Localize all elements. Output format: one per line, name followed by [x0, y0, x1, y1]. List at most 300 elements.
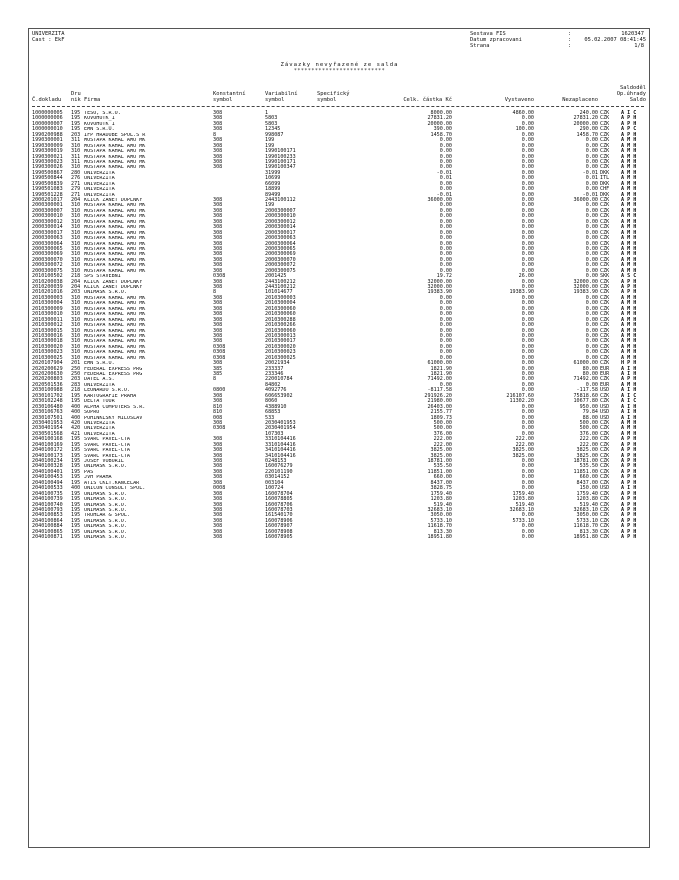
cell-druh: 271 — [71, 191, 81, 198]
cell-doklad: 2040100735 — [32, 490, 63, 497]
cell-druh: 204 — [71, 284, 81, 290]
cell-nezaplaceno: 32683.10 — [573, 506, 598, 513]
cell-doklad: 2010100502 — [32, 273, 63, 280]
cell-vystaveno: 0.00 — [521, 262, 534, 269]
cell-druh: 400 — [71, 403, 81, 410]
cell-firma: MOSTAPA KAHAL AMU MK — [84, 257, 146, 263]
cell-firma: EMN S.R.O. — [84, 361, 115, 367]
cell-var-symbol: 606653902 — [265, 392, 293, 399]
cell-celkem: 20000.00 — [427, 120, 452, 127]
cell-var-symbol: 2000300075 — [265, 267, 296, 274]
cell-doklad: 2010300025 — [32, 354, 63, 361]
cell-mena: DKK — [600, 169, 610, 176]
cell-vystaveno: 0.00 — [521, 278, 534, 285]
cell-saldo-flags: A P H — [621, 463, 637, 470]
cell-doklad: 2040100864 — [32, 517, 63, 524]
cell-druh: 310 — [71, 202, 81, 209]
cell-vystaveno: 0.00 — [521, 131, 534, 138]
cell-saldo-flags: A M H — [621, 158, 637, 165]
cell-konst-symbol: 308 — [213, 316, 223, 323]
cell-nezaplaceno: 0.00 — [585, 202, 598, 209]
cell-doklad: 2030100988 — [32, 387, 63, 394]
cell-doklad: 2040100328 — [32, 463, 63, 470]
cell-doklad: 1000000005 — [32, 110, 63, 116]
cell-nezaplaceno: 0.00 — [585, 327, 598, 334]
cell-saldo-flags: A M H — [621, 419, 637, 426]
cell-druh: 311 — [71, 137, 81, 144]
cell-mena: CZK — [600, 463, 610, 470]
cell-druh: 195 — [71, 534, 81, 541]
cell-druh: 421 — [71, 430, 81, 437]
cell-var-symbol: 4388910 — [265, 403, 287, 410]
cell-nezaplaceno: 0.00 — [585, 294, 598, 301]
cell-var-symbol: 2000300064 — [265, 240, 296, 247]
cell-firma: LEONARDO S.R.O. — [84, 388, 131, 394]
cell-vystaveno: 0.00 — [521, 463, 534, 470]
cell-nezaplaceno: 75818.60 — [573, 392, 598, 399]
cell-mena: USD — [600, 409, 610, 416]
cell-firma: UNIVERZITA — [84, 170, 115, 176]
cell-nezaplaceno: 950.00 — [579, 403, 598, 410]
cell-firma: UNIVERZITA — [84, 382, 115, 388]
cell-nezaplaceno: 0.00 — [585, 381, 598, 388]
cell-konst-symbol: 308 — [213, 419, 223, 426]
cell-saldo-flags: A I H — [621, 414, 637, 421]
cell-druh: 310 — [71, 343, 81, 350]
cell-var-symbol: 2010300060 — [265, 311, 296, 318]
cell-var-symbol: 003104 — [265, 479, 284, 486]
cell-doklad: 1990500867 — [32, 169, 63, 176]
cell-firma: JOSEF VOBORIL — [84, 459, 124, 464]
cell-doklad: 2000300072 — [32, 262, 63, 269]
cell-celkem: 0.00 — [439, 218, 452, 225]
cell-vystaveno: 0.00 — [521, 332, 534, 339]
cell-vystaveno: 0.00 — [521, 186, 534, 193]
cell-druh: 250 — [71, 371, 81, 377]
cell-konst-symbol: 308 — [213, 267, 223, 274]
cell-mena: CZK — [600, 148, 610, 155]
cell-doklad: 2040100453 — [32, 474, 63, 481]
cell-doklad: 2040100234 — [32, 458, 63, 464]
cell-nezaplaceno: 79.84 — [582, 409, 598, 416]
cell-firma: TRUHLAR & SPOL. — [84, 513, 131, 519]
cell-firma: SVARC PAVEL-CTA — [84, 453, 131, 459]
cell-celkem: 0.00 — [439, 235, 452, 242]
cell-vystaveno: 0.00 — [521, 229, 534, 236]
cell-celkem: 0.01 — [439, 175, 452, 182]
datum-label: Datum zpracovani — [470, 37, 522, 43]
cell-vystaveno: 0.00 — [521, 468, 534, 475]
cell-druh: 283 — [71, 381, 81, 388]
cell-konst-symbol: 0308 — [213, 354, 226, 361]
cell-celkem: 0.00 — [439, 224, 452, 231]
cell-konst-symbol: 308 — [213, 229, 223, 236]
cell-saldo-flags: A S C — [621, 273, 637, 280]
cell-firma: UNIVERZITA — [84, 181, 115, 187]
cell-vystaveno: 0.00 — [521, 148, 534, 155]
cell-druh: 250 — [71, 365, 81, 372]
cell-celkem: 0.00 — [439, 338, 452, 345]
cell-druh: 310 — [71, 224, 81, 231]
cell-doklad: 2020200629 — [32, 365, 63, 372]
cell-konst-symbol: 308 — [213, 110, 223, 116]
cell-celkem: 21980.00 — [427, 398, 452, 405]
strana-value: 1/8 — [634, 43, 644, 49]
cell-vystaveno: 0.00 — [521, 322, 534, 329]
cell-vystaveno: 0.00 — [521, 474, 534, 481]
cell-saldo-flags: A M H — [621, 164, 637, 171]
cell-nezaplaceno: 535.50 — [579, 463, 598, 470]
cell-var-symbol: 68853 — [265, 409, 281, 416]
cell-konst-symbol: 308 — [213, 496, 223, 503]
cell-konst-symbol: 0308 — [213, 343, 226, 350]
cell-var-symbol: 199 — [265, 202, 275, 209]
cell-konst-symbol: 810 — [213, 403, 223, 410]
cell-nezaplaceno: 18781.00 — [573, 458, 598, 464]
cell-vystaveno: 0.00 — [521, 256, 534, 263]
cell-saldo-flags: A M H — [621, 430, 637, 437]
cell-druh: 195 — [71, 474, 81, 481]
cell-vystaveno: 0.00 — [521, 240, 534, 247]
cell-druh: 195 — [71, 115, 81, 122]
cell-celkem: 19.72 — [436, 273, 452, 280]
cell-mena: CZK — [600, 398, 610, 405]
cell-firma: DATEL A.S. — [84, 377, 115, 383]
cell-mena: CZK — [600, 474, 610, 481]
cell-druh: 400 — [71, 414, 81, 421]
cell-doklad: 2030501568 — [32, 430, 63, 437]
cell-konst-symbol: 308 — [213, 213, 223, 220]
cell-konst-symbol: 8 — [213, 289, 217, 296]
cell-var-symbol: 31999 — [265, 169, 281, 176]
cell-vystaveno: 4860.00 — [512, 110, 534, 116]
cell-saldo-flags: A M H — [621, 349, 637, 356]
cell-nezaplaceno: 32000.00 — [573, 284, 598, 290]
cell-vystaveno: 0.00 — [521, 207, 534, 214]
cell-firma: MOSTAPA KAHAL AMU MK — [84, 154, 146, 160]
cell-saldo-flags: A M H — [621, 235, 637, 242]
cell-konst-symbol: 308 — [213, 311, 223, 318]
cell-konst-symbol: 308 — [213, 126, 223, 133]
cell-vystaveno: 3825.00 — [512, 447, 534, 454]
cell-celkem: 0.00 — [439, 322, 452, 329]
cell-druh: 310 — [71, 327, 81, 334]
cell-doklad: 1990300009 — [32, 142, 63, 149]
cell-doklad: 2040100793 — [32, 506, 63, 513]
cell-var-symbol: 2030401954 — [265, 425, 296, 432]
cell-konst-symbol: 810 — [213, 409, 223, 416]
cell-mena: CZK — [600, 153, 610, 160]
cell-celkem: 0.00 — [439, 300, 452, 307]
cell-var-symbol: 2010300003 — [265, 294, 296, 301]
cell-doklad: 2040100172 — [32, 447, 63, 454]
cell-saldo-flags: A M H — [621, 142, 637, 149]
cell-konst-symbol: 385 — [213, 365, 223, 372]
cell-druh: 195 — [71, 126, 81, 133]
cell-var-symbol: 2000300072 — [265, 262, 296, 269]
cell-vystaveno: 519.40 — [515, 501, 534, 508]
cell-druh: 310 — [71, 207, 81, 214]
cell-mena: CZK — [600, 349, 610, 356]
cell-firma: DELTA TOUR — [84, 399, 115, 405]
cell-firma: UNIMASK S.R.O. — [84, 524, 127, 530]
cell-var-symbol: 2010300060 — [265, 327, 296, 334]
cell-var-symbol: 12345 — [265, 126, 281, 133]
cell-konst-symbol: 308 — [213, 158, 223, 165]
cell-doklad: 1990501083 — [32, 186, 63, 193]
cell-firma: MOSTAPA KAHAL AMU MK — [84, 149, 146, 155]
cell-nezaplaceno: 18951.80 — [573, 534, 598, 541]
cell-konst-symbol: 308 — [213, 490, 223, 497]
cell-var-symbol: 10699 — [265, 175, 281, 182]
cell-celkem: 0.00 — [439, 316, 452, 323]
cell-druh: 310 — [71, 267, 81, 274]
cell-druh: 203 — [71, 131, 81, 138]
cell-var-symbol: 2001425 — [265, 273, 287, 280]
cell-celkem: 0.00 — [439, 213, 452, 220]
cell-var-symbol: 2010300025 — [265, 354, 296, 361]
cell-druh: 310 — [71, 256, 81, 263]
cell-nezaplaceno: 1759.40 — [576, 490, 598, 497]
cell-konst-symbol: 308 — [213, 218, 223, 225]
cell-druh: 310 — [71, 235, 81, 242]
cell-vystaveno: 0.00 — [521, 294, 534, 301]
cell-nezaplaceno: 0.00 — [585, 229, 598, 236]
cell-nezaplaceno: 0.00 — [585, 267, 598, 274]
cell-firma: MOSTAPA KAHAL AMU MK — [84, 214, 146, 220]
cell-doklad: 2010201016 — [32, 289, 63, 296]
cell-nezaplaceno: 71492.00 — [573, 376, 598, 383]
cell-doklad: 2000300064 — [32, 240, 63, 247]
cell-druh: 310 — [71, 213, 81, 220]
cell-var-symbol: 101014677 — [265, 289, 293, 296]
cell-celkem: 0.00 — [439, 229, 452, 236]
cell-druh: 195 — [71, 441, 81, 448]
cell-mena: CZK — [600, 430, 610, 437]
cell-celkem: 3828.75 — [430, 485, 452, 492]
cell-doklad: 2010300011 — [32, 316, 63, 323]
cell-konst-symbol: 0308 — [213, 425, 226, 432]
col-firma: Firma — [84, 97, 101, 103]
cell-celkem: 11851.00 — [427, 468, 452, 475]
cell-druh: 201 — [71, 360, 81, 367]
cell-vystaveno: 0.00 — [521, 300, 534, 307]
cell-nezaplaceno: 1458.70 — [576, 131, 598, 138]
cell-saldo-flags: A P H — [621, 501, 637, 508]
cell-saldo-flags: A P H — [621, 534, 637, 541]
cell-doklad: 2000300063 — [32, 235, 63, 242]
cell-doklad: 2000300010 — [32, 213, 63, 220]
cell-doklad: 2030107501 — [32, 414, 63, 421]
cell-vystaveno: 0.00 — [521, 409, 534, 416]
cell-konst-symbol: 308 — [213, 322, 223, 329]
cell-mena: CZK — [600, 137, 610, 144]
cell-mena: CZK — [600, 458, 610, 464]
cell-vystaveno: 0.00 — [521, 430, 534, 437]
cell-doklad: 2010200039 — [32, 284, 63, 290]
cell-celkem: 222.00 — [433, 436, 452, 443]
cell-vystaveno: 0.00 — [521, 218, 534, 225]
cell-var-symbol: 998087 — [265, 131, 284, 138]
cell-nezaplaceno: 36000.00 — [573, 197, 598, 203]
cell-mena: CZK — [600, 115, 610, 122]
cell-nezaplaceno: 61000.00 — [573, 360, 598, 367]
cell-doklad: 1990501228 — [32, 191, 63, 198]
cell-saldo-flags: A M H — [621, 245, 637, 252]
cell-doklad: 1990300023 — [32, 158, 63, 165]
cell-vystaveno: 0.00 — [521, 458, 534, 464]
cell-var-symbol: 2010300004 — [265, 300, 296, 307]
cell-nezaplaceno: -0.01 — [582, 169, 598, 176]
cell-konst-symbol: 308 — [213, 294, 223, 301]
cell-vystaveno: 5733.10 — [512, 517, 534, 524]
cell-var-symbol: 160078908 — [265, 528, 293, 535]
cell-nezaplaceno: 8437.00 — [576, 479, 598, 486]
cell-konst-symbol: 308 — [213, 327, 223, 334]
cell-celkem: 0.00 — [439, 349, 452, 356]
cell-var-symbol: 2443100212 — [265, 278, 296, 285]
cell-nezaplaceno: 0.00 — [585, 218, 598, 225]
cell-vystaveno: 222.00 — [515, 441, 534, 448]
cell-firma: UNICON CONSULT SPOL. — [84, 486, 146, 492]
cell-mena: SKK — [600, 273, 610, 280]
cell-konst-symbol: 308 — [213, 436, 223, 443]
cell-vystaveno: 0.00 — [521, 365, 534, 372]
cell-saldo-flags: A P H — [621, 197, 637, 203]
cell-mena: CZK — [600, 229, 610, 236]
cell-vystaveno: 0.00 — [521, 419, 534, 426]
cell-mena: CZK — [600, 523, 610, 530]
cell-doklad: 2010300003 — [32, 294, 63, 301]
cell-saldo-flags: A M H — [621, 213, 637, 220]
cell-druh: 420 — [71, 419, 81, 426]
cell-doklad: 2010300004 — [32, 300, 63, 307]
cell-firma: MOSTAPA KAHAL AMU MK — [84, 208, 146, 214]
cell-saldo-flags: A M H — [621, 354, 637, 361]
cell-saldo-flags: A P H — [621, 284, 637, 290]
cell-vystaveno: 0.00 — [521, 360, 534, 367]
cell-mena: CZK — [600, 278, 610, 285]
cell-nezaplaceno: 500.00 — [579, 425, 598, 432]
strana-colon: : — [568, 43, 572, 49]
cell-saldo-flags: A M H — [621, 267, 637, 274]
col-doklad: Č.dokladu — [32, 97, 62, 103]
cell-saldo-flags: A M H — [621, 153, 637, 160]
cell-celkem: 26403.00 — [427, 403, 452, 410]
cell-saldo-flags: A P H — [621, 458, 637, 464]
cell-celkem: 0.00 — [439, 158, 452, 165]
cell-konst-symbol: 308 — [213, 398, 223, 405]
cell-vystaveno: 0.00 — [521, 153, 534, 160]
cell-firma: SOPRO — [84, 410, 100, 416]
cell-konst-symbol: 308 — [213, 441, 223, 448]
cell-doklad: 2010300009 — [32, 305, 63, 312]
cell-nezaplaceno: 11851.00 — [573, 468, 598, 475]
cell-firma: MOSTAPA KAHAL AMU MK — [84, 225, 146, 231]
cell-mena: CZK — [600, 452, 610, 459]
cell-var-symbol: 160078805 — [265, 496, 293, 503]
cell-druh: 276 — [71, 175, 81, 182]
cell-doklad: 2040100168 — [32, 436, 63, 443]
cell-saldo-flags: A M H — [621, 229, 637, 236]
cell-saldo-flags: A M H — [621, 148, 637, 155]
cell-firma: MOSTAPA KAHAL AMU MK — [84, 203, 146, 209]
cell-celkem: 376.00 — [433, 430, 452, 437]
cell-mena: EUR — [600, 365, 610, 372]
cell-saldo-flags: A M H — [621, 251, 637, 258]
cell-celkem: 0.00 — [439, 354, 452, 361]
cell-firma: KLICK ZANET DOPLNKY — [84, 198, 143, 203]
cell-konst-symbol: 308 — [213, 501, 223, 508]
cell-konst-symbol: 308 — [213, 120, 223, 127]
cell-saldo-flags: A P H — [621, 479, 637, 486]
cell-saldo-flags: A P H — [621, 474, 637, 481]
cell-konst-symbol: 308 — [213, 256, 223, 263]
cell-vystaveno: 0.00 — [521, 191, 534, 198]
cell-celkem: 519.40 — [433, 501, 452, 508]
cell-var-symbol: 2000300065 — [265, 245, 296, 252]
cell-doklad: 2020200630 — [32, 371, 63, 377]
cell-firma: MOSTAPA KAHAL AMU MK — [84, 339, 146, 345]
cell-nezaplaceno: 0.00 — [585, 213, 598, 220]
cell-druh: 195 — [71, 512, 81, 519]
cell-mena: CZK — [600, 447, 610, 454]
cell-druh: 310 — [71, 354, 81, 361]
cell-saldo-flags: A I H — [621, 403, 637, 410]
cell-nezaplaceno: 80.00 — [582, 371, 598, 377]
cell-firma: PAS — [84, 469, 94, 475]
cell-nezaplaceno: 88.00 — [582, 414, 598, 421]
cell-celkem: 0.00 — [439, 202, 452, 209]
cell-var-symbol: 18899 — [265, 186, 281, 193]
cell-firma: EMN S.R.O. — [84, 127, 115, 133]
cell-nezaplaceno: 11618.70 — [573, 523, 598, 530]
cell-nezaplaceno: -0.01 — [582, 191, 598, 198]
cell-druh: 195 — [71, 392, 81, 399]
cell-konst-symbol: 385 — [213, 371, 223, 377]
cell-saldo-flags: A P H — [621, 376, 637, 383]
cell-druh: 420 — [71, 425, 81, 432]
cell-konst-symbol: 308 — [213, 474, 223, 481]
cell-nezaplaceno: 290.00 — [579, 126, 598, 133]
cell-celkem: 0.00 — [439, 332, 452, 339]
cell-celkem: 0.00 — [439, 267, 452, 274]
cell-firma: KLICK ZANET DOPLNKY — [84, 279, 143, 285]
cell-celkem: 0.00 — [439, 186, 452, 193]
cell-var-symbol: 5803 — [265, 115, 278, 122]
cell-doklad: 1990300021 — [32, 153, 63, 160]
cell-doklad: 1990200988 — [32, 131, 63, 138]
cell-firma: JVH PRAHA — [84, 475, 112, 481]
cell-vystaveno: 0.00 — [521, 316, 534, 323]
cell-firma: KLICK ZANET DOPLNKY — [84, 285, 143, 290]
cell-druh: 310 — [71, 322, 81, 329]
sestava-colon: : — [568, 31, 572, 37]
cell-celkem: 0.00 — [439, 343, 452, 350]
cell-var-symbol: 100724 — [265, 485, 284, 492]
cell-celkem: 0.00 — [439, 251, 452, 258]
cell-saldo-flags: A M H — [621, 256, 637, 263]
cell-celkem: 11618.70 — [427, 523, 452, 530]
report-table — [32, 111, 646, 541]
cell-celkem: 1809.73 — [430, 414, 452, 421]
cell-saldo-flags: A M H — [621, 300, 637, 307]
cell-druh: 195 — [71, 463, 81, 470]
cell-mena: CZK — [600, 338, 610, 345]
cell-celkem: 0.00 — [439, 142, 452, 149]
cell-saldo-flags: A M H — [621, 327, 637, 334]
cell-firma: UNIMASK S.R.O. — [84, 535, 127, 541]
